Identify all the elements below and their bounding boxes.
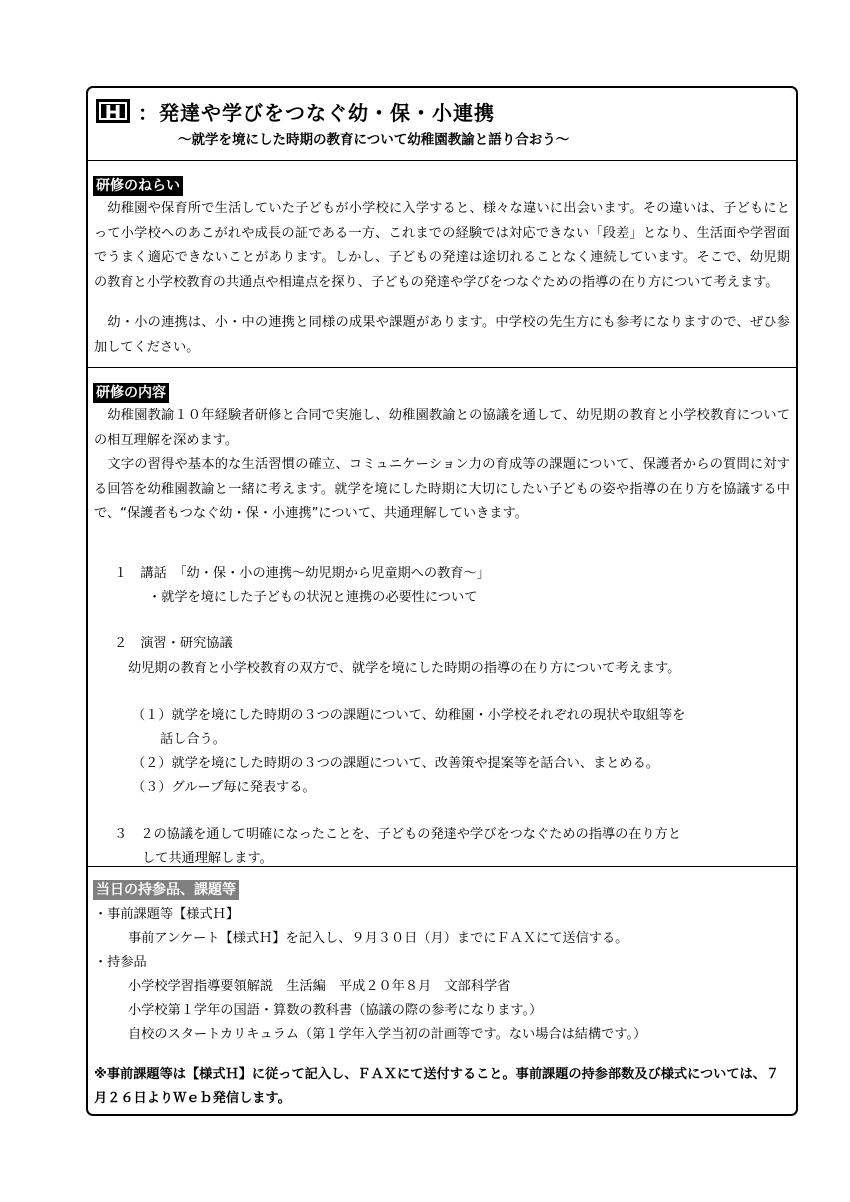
content-paragraph-2: 文字の習得や基本的な生活習慣の確立、コミュニケーション力の育成等の課題について、保護者からの質問に対する回答を幼稚園教諭と一緒に考えます。就学を境にした時期に大切にしたい子どもの姿や指導の在り方を協議する中で、“保護者もつなぐ幼・保・小連携”について、共通理解していきます。: [94, 457, 790, 521]
item-2-sub-3: （３）グループ毎に発表する。: [132, 780, 316, 795]
bring-line-1: ・事前課題等【様式Ｈ】: [94, 907, 240, 922]
item-2: ２ 演習・研究協議: [114, 636, 233, 651]
bring-line-5: 小学校第１学年の国語・算数の教科書（協議の際の参考になります。）: [128, 1003, 543, 1018]
item-2-sub-1b: 話し合う。: [160, 732, 226, 747]
aim-paragraph-1: 幼稚園や保育所で生活していた子どもが小学校に入学すると、様々な違いに出会います。その違いは、子どもにとって小学校へのあこがれや成長の証である一方、これまでの経験では対応できない「段差」となり、生活面や学習面でうまく適応できないことがあります。しかし、子どもの発達は途切れることなく連続しています。そこで、幼児期の教育と小学校教育の共通点や相違点を探り、子どもの発達や学びをつなぐための指導の在り方について考えます。: [94, 201, 790, 290]
item-3b: して共通理解します。: [142, 851, 273, 866]
item-2-desc: 幼児期の教育と小学校教育の双方で、就学を境にした時期の指導の在り方について考えます。: [128, 661, 681, 676]
item-2-sub-1a: （１）就学を境にした時期の３つの課題について、幼稚園・小学校それぞれの現状や取組等を: [132, 708, 686, 723]
bring-line-3: ・持参品: [94, 955, 147, 970]
header-section: [88, 88, 796, 160]
content-section: [88, 368, 796, 866]
document-frame: [86, 86, 798, 1116]
submission-note: ※事前課題等は【様式Ｈ】に従って記入し、ＦＡＸにて送付すること。事前課題の持参部数及び様式については、７月２６日よりＷｅｂ発信します。: [94, 1067, 780, 1106]
aim-section: [88, 161, 796, 367]
bring-line-2: 事前アンケート【様式Ｈ】を記入し、９月３０日（月）までにＦＡＸにて送信する。: [128, 931, 629, 946]
item-2-sub-2: （２）就学を境にした時期の３つの課題について、改善策や提案等を話合い、まとめる。: [132, 756, 659, 771]
course-code-badge: H: [96, 99, 130, 123]
bring-label: 当日の持参品、課題等: [93, 880, 239, 900]
page-subtitle: ～就学を境にした時期の教育について幼稚園教諭と語り合おう～: [178, 132, 570, 148]
content-label: 研修の内容: [93, 383, 169, 403]
item-1: １ 講話 「幼・保・小の連携～幼児期から児童期への教育～」: [114, 566, 490, 581]
content-paragraph-1: 幼稚園教諭１０年経験者研修と合同で実施し、幼稚園教諭との協議を通して、幼児期の教育と小学校教育についての相互理解を深めます。: [94, 408, 790, 448]
bring-section: [88, 867, 796, 1116]
page-title: ：発達や学びをつなぐ幼・保・小連携: [138, 101, 495, 125]
aim-paragraph-2: 幼・小の連携は、小・中の連携と同様の成果や課題があります。中学校の先生方にも参考になりますので、ぜひ参加してください。: [94, 315, 790, 355]
item-1-sub: ・就学を境にした子どもの状況と連携の必要性について: [148, 590, 478, 605]
item-3a: ３ ２の協議を通して明確になったことを、子どもの発達や学びをつなぐための指導の在り方と: [114, 827, 682, 842]
bring-line-4: 小学校学習指導要領解説 生活編 平成２０年８月 文部科学省: [128, 979, 511, 994]
aim-label: 研修のねらい: [93, 176, 183, 196]
bring-line-6: 自校のスタートカリキュラム（第１学年入学当初の計画等です。ない場合は結構です。）: [128, 1027, 647, 1042]
